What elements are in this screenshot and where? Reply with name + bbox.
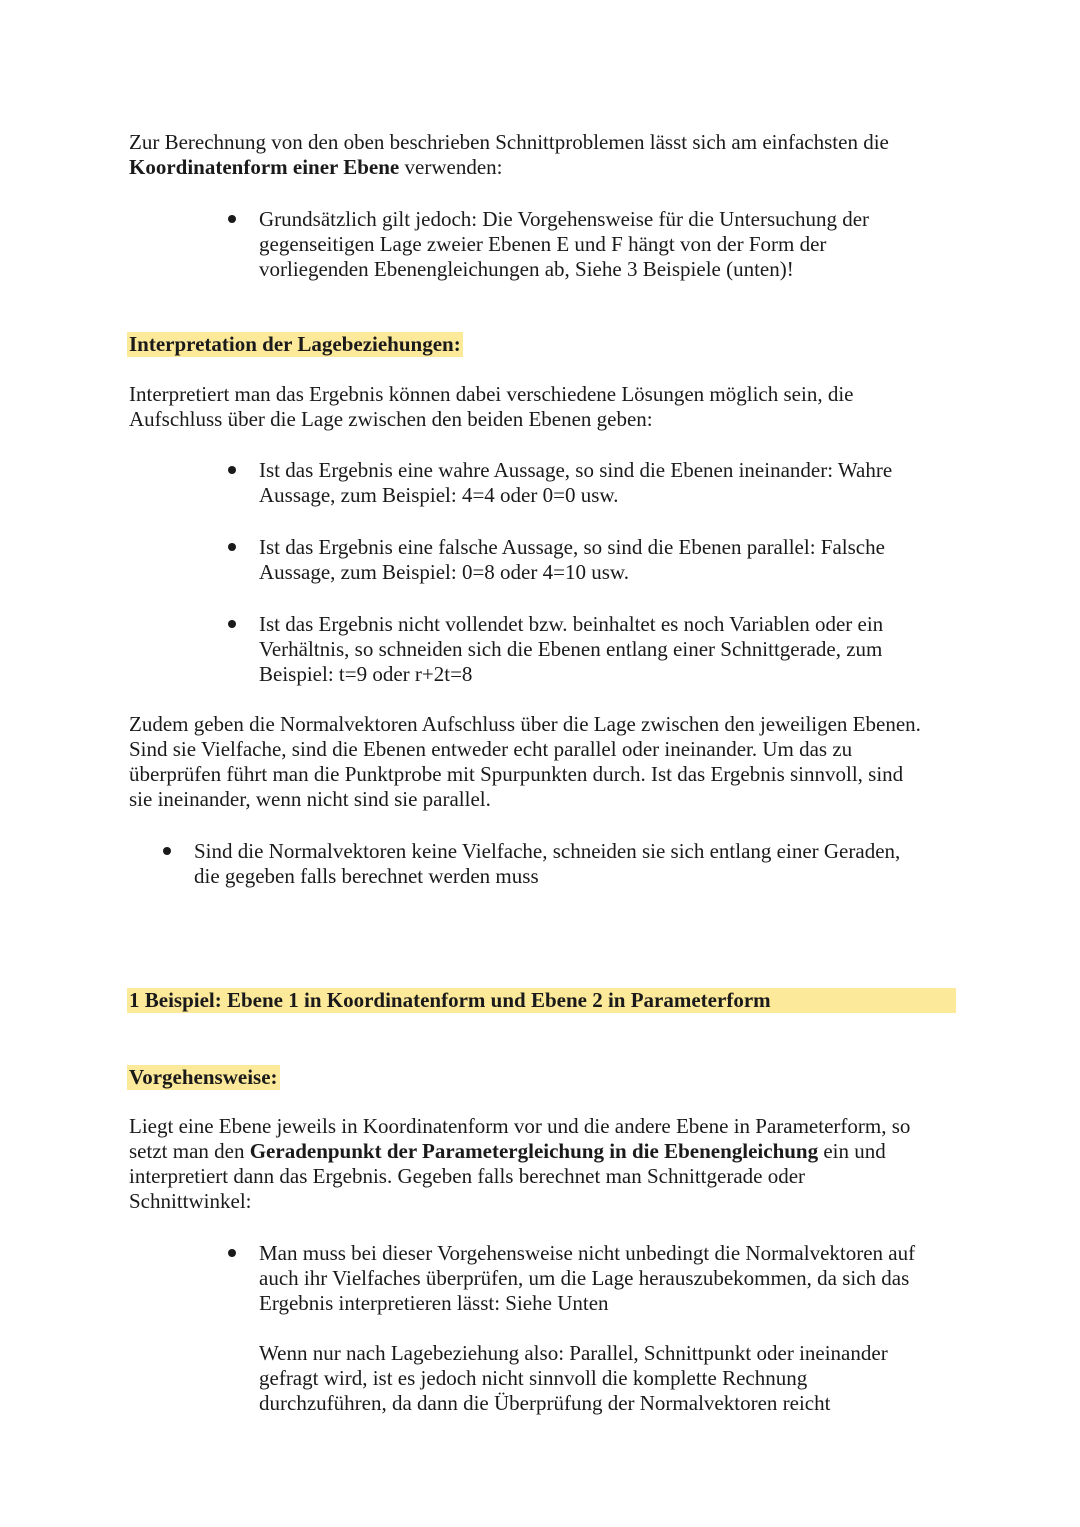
- bullet-line: Ist das Ergebnis nicht vollendet bzw. beinhaltet es noch Variablen oder ein: [259, 612, 884, 636]
- intro-line-1: Zur Berechnung von den oben beschrieben Schnittproblemen lässt sich am einfachsten die: [129, 130, 889, 154]
- bullet-keine-vielfache: [194, 839, 954, 889]
- normalvektoren-paragraph: [129, 712, 959, 812]
- bullet-line: durchzuführen, da dann die Überprüfung der Normalvektoren reicht: [259, 1391, 831, 1415]
- bullet-grundsaetzlich: [259, 207, 959, 282]
- intro-line-2: [129, 155, 959, 180]
- paragraph-line: [129, 1139, 959, 1164]
- bullet-line: Aussage, zum Beispiel: 0=8 oder 4=10 usw.: [259, 560, 629, 584]
- bullet-dot: [228, 215, 236, 223]
- paragraph-bold-term: Geradenpunkt der Parametergleichung in die Ebenengleichung: [249, 1139, 819, 1163]
- paragraph-line: interpretiert dann das Ergebnis. Gegeben falls berechnet man Schnittgerade oder: [129, 1164, 806, 1188]
- bullet-line: Verhältnis, so schneiden sich die Ebenen entlang einer Schnittgerade, zum: [259, 637, 883, 661]
- heading-vorgehensweise: Vorgehensweise:: [129, 1065, 278, 1089]
- bullet-line: Beispiel: t=9 oder r+2t=8: [259, 662, 473, 686]
- bullet-wahre-aussage: [259, 458, 959, 508]
- bullet-line: gefragt wird, ist es jedoch nicht sinnvoll die komplette Rechnung: [259, 1366, 808, 1390]
- bullet-dot: [228, 620, 236, 628]
- bullet-note-lagebeziehung: [259, 1341, 959, 1416]
- bullet-line: Aussage, zum Beispiel: 4=4 oder 0=0 usw.: [259, 483, 619, 507]
- bullet-normalvektoren-pruefen: [259, 1241, 959, 1316]
- paragraph-line: überprüfen führt man die Punktprobe mit Spurpunkten durch. Ist das Ergebnis sinnvoll, sind: [129, 762, 904, 786]
- bullet-line: vorliegenden Ebenengleichungen ab, Siehe 3 Beispiele (unten)!: [259, 257, 794, 281]
- bullet-schnittgerade: [259, 612, 959, 687]
- bullet-line: Sind die Normalvektoren keine Vielfache, schneiden sie sich entlang einer Geraden,: [194, 839, 901, 863]
- intro-bold-term: Koordinatenform einer Ebene: [129, 155, 400, 179]
- paragraph-line: Liegt eine Ebene jeweils in Koordinatenform vor und die andere Ebene in Parameterform, so: [129, 1114, 911, 1138]
- bullet-dot: [228, 543, 236, 551]
- bullet-line: die gegeben falls berechnet werden muss: [194, 864, 539, 888]
- bullet-dot: [228, 466, 236, 474]
- heading-interpretation: Interpretation der Lagebeziehungen:: [129, 332, 461, 356]
- paragraph-text: setzt man den: [129, 1139, 250, 1163]
- heading-beispiel-1: 1 Beispiel: Ebene 1 in Koordinatenform und Ebene 2 in Parameterform: [127, 988, 956, 1013]
- intro-paragraph: [129, 130, 959, 180]
- bullet-line: Grundsätzlich gilt jedoch: Die Vorgehensweise für die Untersuchung der: [259, 207, 870, 231]
- paragraph-line: Interpretiert man das Ergebnis können dabei verschiedene Lösungen möglich sein, die: [129, 382, 854, 406]
- paragraph-line: Aufschluss über die Lage zwischen den beiden Ebenen geben:: [129, 407, 653, 431]
- bullet-line: gegenseitigen Lage zweier Ebenen E und F hängt von der Form der: [259, 232, 827, 256]
- bullet-falsche-aussage: [259, 535, 959, 585]
- bullet-line: Ist das Ergebnis eine falsche Aussage, so sind die Ebenen parallel: Falsche: [259, 535, 885, 559]
- bullet-line: auch ihr Vielfaches überprüfen, um die Lage herauszubekommen, da sich das: [259, 1266, 910, 1290]
- paragraph-line: sie ineinander, wenn nicht sind sie parallel.: [129, 787, 491, 811]
- paragraph-line: Schnittwinkel:: [129, 1189, 252, 1213]
- paragraph-line: Sind sie Vielfache, sind die Ebenen entweder echt parallel oder ineinander. Um das zu: [129, 737, 853, 761]
- bullet-line: Ist das Ergebnis eine wahre Aussage, so sind die Ebenen ineinander: Wahre: [259, 458, 893, 482]
- vorgehensweise-paragraph: [129, 1114, 959, 1214]
- intro-line-2-rest: verwenden:: [399, 155, 503, 179]
- bullet-dot: [228, 1249, 236, 1257]
- paragraph-line: Zudem geben die Normalvektoren Aufschluss über die Lage zwischen den jeweiligen Ebenen.: [129, 712, 921, 736]
- paragraph-text: ein und: [818, 1139, 886, 1163]
- bullet-dot: [163, 847, 171, 855]
- bullet-line: Ergebnis interpretieren lässt: Siehe Unten: [259, 1291, 609, 1315]
- bullet-line: Man muss bei dieser Vorgehensweise nicht unbedingt die Normalvektoren auf: [259, 1241, 916, 1265]
- interpretation-intro: [129, 382, 959, 432]
- bullet-line: Wenn nur nach Lagebeziehung also: Parallel, Schnittpunkt oder ineinander: [259, 1341, 888, 1365]
